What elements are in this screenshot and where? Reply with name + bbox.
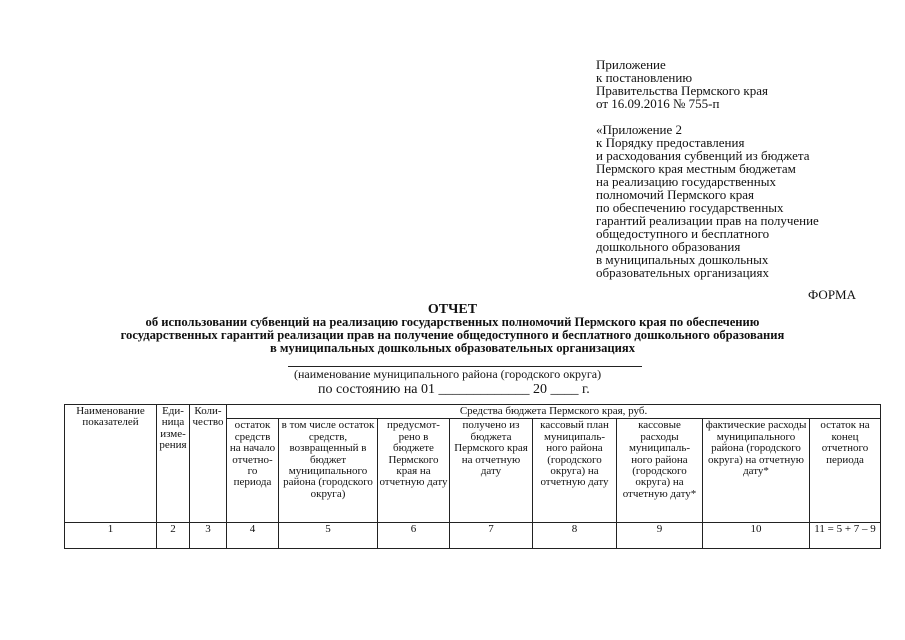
attachment2-line: по обеспечению государственных	[596, 200, 784, 215]
column-number: 10	[703, 523, 810, 549]
attachment-line: к постановлению	[596, 70, 693, 85]
attachment-line: от 16.09.2016 № 755-п	[596, 96, 720, 111]
attachment2-line: общедоступного и бесплатного	[596, 226, 770, 241]
table-row	[65, 523, 881, 549]
attachment2-line: «Приложение 2	[596, 122, 683, 137]
col-header: остаток на конец отчетного периода	[810, 419, 881, 523]
report-title-line: государственных гарантий реализации прав на получение общедоступного и бесплатного дошкольного образования	[120, 328, 785, 342]
col-header: остаток средств на начало отчетно- го периода	[227, 419, 279, 523]
col-header: кассовый план муниципаль- ного района (городского округа) на отчетную дату	[533, 419, 617, 523]
column-number: 3	[190, 523, 227, 549]
column-number: 7	[450, 523, 533, 549]
attachment2-line: в муниципальных дошкольных	[596, 252, 769, 267]
attachment2-line: на реализацию государственных	[596, 174, 776, 189]
forma-label: ФОРМА	[808, 287, 856, 302]
col-group-header: Средства бюджета Пермского края, руб.	[227, 405, 881, 419]
col-header: кассовые расходы муниципаль- ного района (городского округа) на отчетную дату*	[617, 419, 703, 523]
column-number: 11 = 5 + 7 – 9	[810, 523, 881, 549]
attachment2-line: Пермского края местным бюджетам	[596, 161, 796, 176]
as-of-date-line: по состоянию на 01 _____________ 20 ____ г.	[318, 382, 590, 397]
attachment2-line: и расходования субвенций из бюджета	[596, 148, 810, 163]
col-header-quantity: Коли- чество	[190, 405, 227, 523]
col-header: фактические расходы муниципального района (городского округа) на отчетную дату*	[703, 419, 810, 523]
column-number: 5	[279, 523, 378, 549]
attachment-line: Приложение	[596, 57, 666, 72]
municipality-caption: (наименование муниципального района (городского округа)	[294, 367, 602, 381]
attachment2-line: к Порядку предоставления	[596, 135, 745, 150]
column-number: 8	[533, 523, 617, 549]
attachment2-line: полномочий Пермского края	[596, 187, 755, 202]
report-table	[64, 404, 881, 549]
col-header-name: Наименование показателей	[65, 405, 157, 523]
report-title-line: в муниципальных дошкольных образовательных организациях	[269, 341, 636, 355]
attachment2-line: образовательных организациях	[596, 265, 769, 280]
attachment2-line: дошкольного образования	[596, 239, 741, 254]
column-number: 2	[157, 523, 190, 549]
report-heading: ОТЧЕТ	[427, 302, 478, 317]
col-header: получено из бюджета Пермского края на отчетную дату	[450, 419, 533, 523]
column-number: 6	[378, 523, 450, 549]
column-number: 1	[65, 523, 157, 549]
col-header-unit: Еди- ница изме- рения	[157, 405, 190, 523]
column-number: 4	[227, 523, 279, 549]
col-header: в том числе остаток средств, возвращенный в бюджет муниципального района (городского округа)	[279, 419, 378, 523]
report-title-line: об использовании субвенций на реализацию государственных полномочий Пермского края по обеспечению	[145, 315, 760, 329]
column-number: 9	[617, 523, 703, 549]
col-header: предусмот- рено в бюджете Пермского края на отчетную дату	[378, 419, 450, 523]
attachment2-line: гарантий реализации прав на получение	[596, 213, 819, 228]
attachment-line: Правительства Пермского края	[596, 83, 768, 98]
